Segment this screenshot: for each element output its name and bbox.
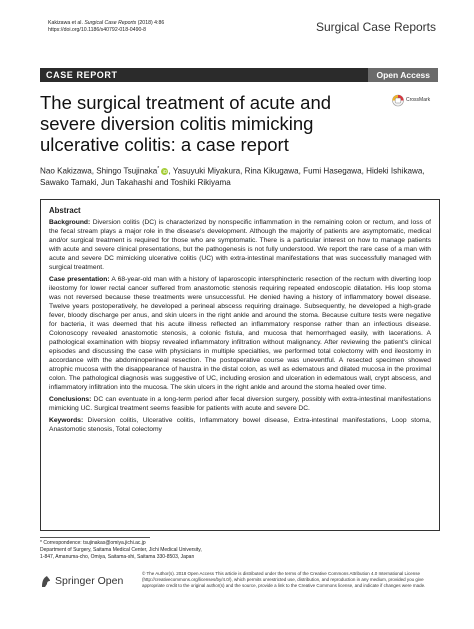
case-report-label: CASE REPORT <box>46 70 118 80</box>
correspondence-note <box>40 540 220 561</box>
footnote-divider <box>40 537 150 538</box>
doi-link[interactable]: https://doi.org/10.1186/s40792-018-0490-8 <box>48 27 146 33</box>
open-access-badge: Open Access <box>368 68 438 82</box>
conclusions-label: Conclusions: <box>49 396 92 403</box>
citation <box>48 20 164 34</box>
correspondence-prefix: * Correspondence: <box>40 540 84 546</box>
author-list: Nao Kakizawa, Shingo Tsujinaka* iD, Yasuyuki Miyakura, Rina Kikugawa, Fumi Hasegawa, Hideki Ishikawa, Sawako Tamaki, Jun Takahashi and Toshiki Rikiyama <box>40 166 425 187</box>
crossmark-label: CrossMark <box>406 97 431 103</box>
case-text: A 68-year-old man with a history of laparoscopic intersphincteric resection of the rectum with diverting loop ileostomy for lower rectal cancer suffered from anastomotic stenosis requiring repeated endoscopic dilatation. His loop stoma was not reversed because these treatments were unsuccessful. He denied having a history of inflammatory bowel disease. Twelve years postoperatively, he developed a perineal abscess requiring drainage. Subsequently, he developed a high-grade fever, bloody discharge per anus, and skin ulcers in the right ankle and around the stoma. Because culture tests were negative for bacteria, it was deemed that his acute illness reflected an inflammatory response rather than an infectious disease. Colonoscopy revealed anastomotic stenosis, a colonic fistula, and mucosa that hemorrhaged easily, with lacerations. A pathological examination with biopsy revealed inflammatory infiltration without malignancy. After reviewing the patient's clinical episodes and discussing the case with physicians in multiple specialties, we performed total colectomy with end ileostomy in accordance with the abdominoperineal resection. The postoperative course was uneventful. A resected specimen showed atrophic mucosa with the disappearance of haustra in the distal colon, as well as edematous and dilated mucosa in the proximal colon. The pathological diagnosis was suggestive of UC, including erosion and ulceration in edematous wall, crypt abscess, and inflammatory infiltration into the mucosa. The skin ulcers in the right ankle and around the stoma healed over time. <box>49 276 431 391</box>
orcid-icon[interactable]: iD <box>162 168 168 174</box>
springer-horse-icon <box>40 575 52 588</box>
abstract-heading: Abstract <box>49 206 81 215</box>
citation-authors: Kakizawa et al. <box>48 20 85 26</box>
authors-first: Nao Kakizawa, Shingo Tsujinaka <box>40 166 158 176</box>
article-type-banner <box>40 68 438 82</box>
keywords-label: Keywords: <box>49 417 84 424</box>
publisher-name: Springer Open <box>55 575 124 587</box>
abstract-case <box>49 275 431 392</box>
springer-open-logo <box>40 574 135 590</box>
citation-volume: (2018) 4:86 <box>136 20 165 26</box>
abstract-keywords <box>49 416 431 434</box>
citation-journal: Surgical Case Reports <box>84 20 137 26</box>
keywords-text: Diversion colitis, Ulcerative colitis, Inflammatory bowel disease, Extra-intestinal manifestations, Loop stoma, Anastomotic stenosis, Total colectomy <box>49 417 431 433</box>
background-label: Background: <box>49 219 91 226</box>
article-title: The surgical treatment of acute and severe diversion colitis mimicking ulcerative colitis: a case report <box>40 92 332 155</box>
conclusions-text: DC can eventuate in a long-term period after fecal diversion surgery, possibly with extra-intestinal manifestations mimicking UC. Surgical treatment seems feasible for patients with acute and severe DC. <box>49 396 431 412</box>
abstract-background <box>49 218 431 272</box>
correspondence-address: 1-847, Amanuma-cho, Omiya, Saitama-shi, Saitama 330-8503, Japan <box>40 554 195 560</box>
case-label: Case presentation: <box>49 276 110 283</box>
abstract-conclusions <box>49 395 431 413</box>
background-text: Diversion colitis (DC) is characterized by nonspecific inflammation in the remaining colon or rectum, and loss of the fecal stream plays a major role in the disease's development. Although the majority of patients are asymptomatic, medical and/or surgical treatment is required for those who are symptomatic. There is a particular interest on how to manage patients with acute and severe clinical presentations, but the pathogenesis is not fully understood. We report the rare case of a man with acute and severe DC mimicking ulcerative colitis (UC) with extra-intestinal manifestations that was successfully managed with surgical treatment. <box>49 219 431 271</box>
license-text: © The Author(s). 2018 Open Access This article is distributed under the terms of the Creative Commons Attribution 4.0 International License (http://creativecommons.org/licenses/by/4.0/), which permits unrestricted use, distribution, and reproduction in any medium, provided you give appropriate credit to the original author(s) and the source, provide a link to the Creative Commons license, and indicate if changes were made. <box>142 571 426 589</box>
abstract-box <box>40 199 440 531</box>
journal-name: Surgical Case Reports <box>315 20 436 34</box>
correspondence-affiliation: Department of Surgery, Saitama Medical Center, Jichi Medical University, <box>40 547 202 553</box>
crossmark-button[interactable] <box>392 94 438 108</box>
correspondence-email[interactable]: tsujinakas@omiya.jichi.ac.jp <box>83 540 146 546</box>
authors-rest: , Yasuyuki Miyakura, Rina Kikugawa, Fumi Hasegawa, Hideki Ishikawa, Sawako Tamaki, Jun Takahashi and Toshiki Rikiyama <box>40 166 425 187</box>
crossmark-icon <box>392 94 404 107</box>
